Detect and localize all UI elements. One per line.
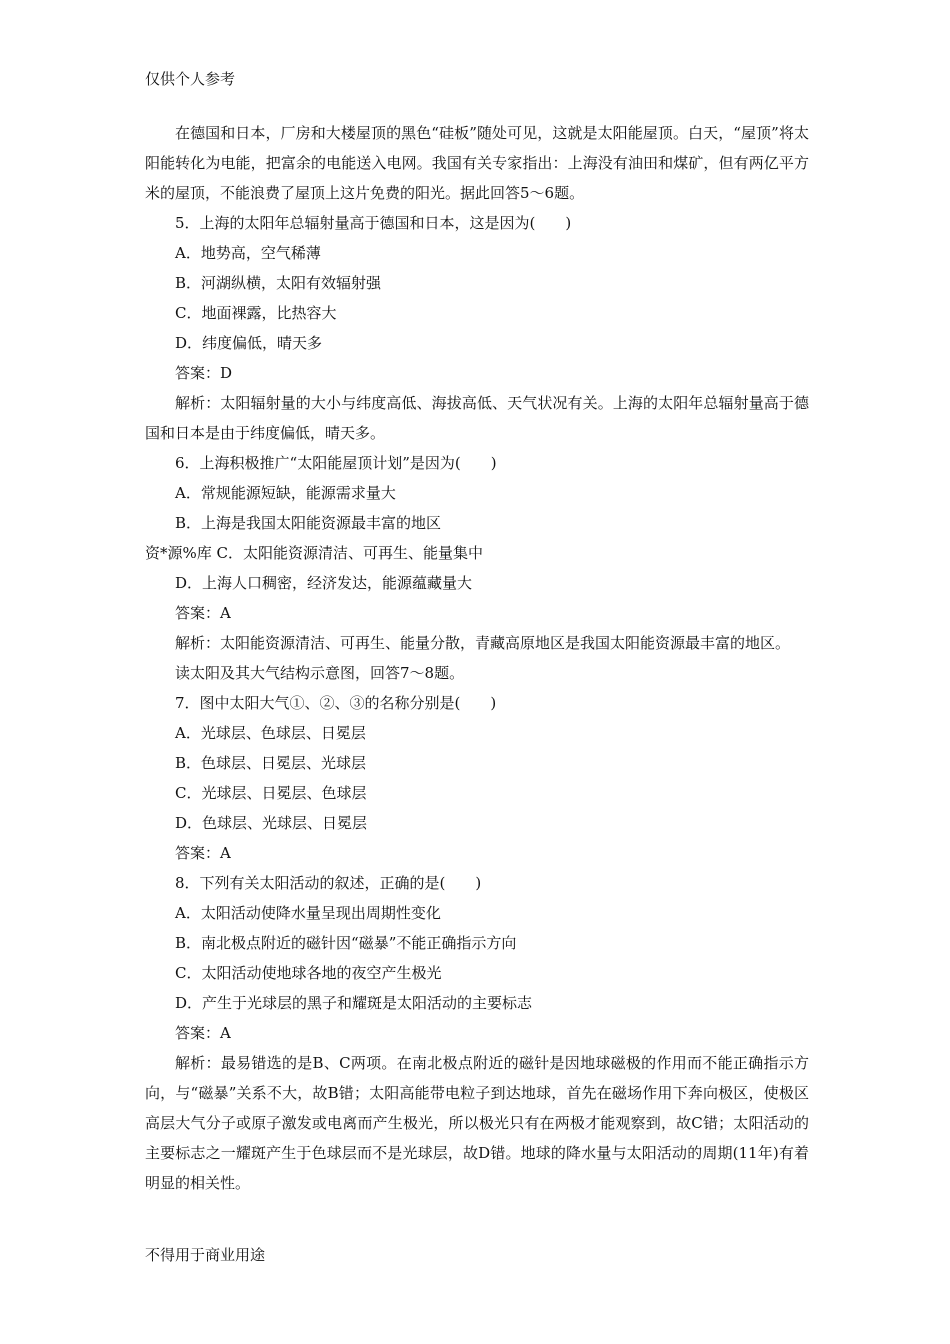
intro-paragraph: 在德国和日本，厂房和大楼屋顶的黑色“硅板”随处可见，这就是太阳能屋顶。白天，“屋顶”将太阳能转化为电能，把富余的电能送入电网。我国有关专家指出：上海没有油田和煤矿，但有两亿平方米的屋顶，不能浪费了屋顶上这片免费的阳光。据此回答5～6题。 (145, 124, 809, 202)
document-body (145, 118, 809, 1198)
q7-option-d: D．色球层、光球层、日冕层 (175, 814, 368, 832)
q8-option-b: B．南北极点附近的磁针因“磁暴”不能正确指示方向 (175, 934, 517, 952)
q5-analysis: 解析：太阳辐射量的大小与纬度高低、海拔高低、天气状况有关。上海的太阳年总辐射量高于德国和日本是由于纬度偏低，晴天多。 (145, 394, 809, 442)
q8-option-c: C．太阳活动使地球各地的夜空产生极光 (175, 964, 442, 982)
q5-answer: 答案：D (175, 364, 233, 382)
q7-option-b: B．色球层、日冕层、光球层 (175, 754, 367, 772)
q8-analysis: 解析：最易错选的是B、C两项。在南北极点附近的磁针是因地球磁极的作用而不能正确指示方向，与“磁暴”关系不大，故B错；太阳高能带电粒子到达地球，首先在磁场作用下奔向极区，使极区高层大气分子或原子激发或电离而产生极光，所以极光只有在两极才能观察到，故C错；太阳活动的主要标志之一耀斑产生于色球层而不是光球层，故D错。地球的降水量与太阳活动的周期(11年)有着明显的相关性。 (145, 1054, 809, 1192)
q8-answer: 答案：A (175, 1024, 231, 1042)
q5-option-b: B．河湖纵横，太阳有效辐射强 (175, 274, 382, 292)
q6-answer: 答案：A (175, 604, 231, 622)
q6-option-d: D．上海人口稠密，经济发达，能源蕴藏量大 (175, 574, 473, 592)
q6-analysis: 解析：太阳能资源清洁、可再生、能量分散，青藏高原地区是我国太阳能资源最丰富的地区。 (175, 634, 791, 652)
q8-option-a: A．太阳活动使降水量呈现出周期性变化 (175, 904, 441, 922)
q7-option-a: A．光球层、色球层、日冕层 (175, 724, 366, 742)
q6-option-b: B．上海是我国太阳能资源最丰富的地区 (175, 514, 442, 532)
q5-option-a: A．地势高，空气稀薄 (175, 244, 321, 262)
q7-stem: 7．图中太阳大气①、②、③的名称分别是( ) (175, 694, 497, 712)
q8-option-d: D．产生于光球层的黑子和耀斑是太阳活动的主要标志 (175, 994, 533, 1012)
header-note: 仅供个人参考 (145, 70, 236, 88)
q6-option-a: A．常规能源短缺，能源需求量大 (175, 484, 396, 502)
q7-option-c: C．光球层、日冕层、色球层 (175, 784, 367, 802)
read-prompt: 读太阳及其大气结构示意图，回答7～8题。 (175, 664, 465, 682)
q5-stem: 5．上海的太阳年总辐射量高于德国和日本，这是因为( ) (175, 214, 572, 232)
q7-answer: 答案：A (175, 844, 231, 862)
q6-option-c: 资*源%库 C．太阳能资源清洁、可再生、能量集中 (145, 544, 484, 562)
q6-stem: 6．上海积极推广“太阳能屋顶计划”是因为( ) (175, 454, 497, 472)
footer-note: 不得用于商业用途 (145, 1246, 266, 1264)
q8-stem: 8．下列有关太阳活动的叙述，正确的是( ) (175, 874, 482, 892)
q5-option-d: D．纬度偏低，晴天多 (175, 334, 323, 352)
q5-option-c: C．地面裸露，比热容大 (175, 304, 337, 322)
